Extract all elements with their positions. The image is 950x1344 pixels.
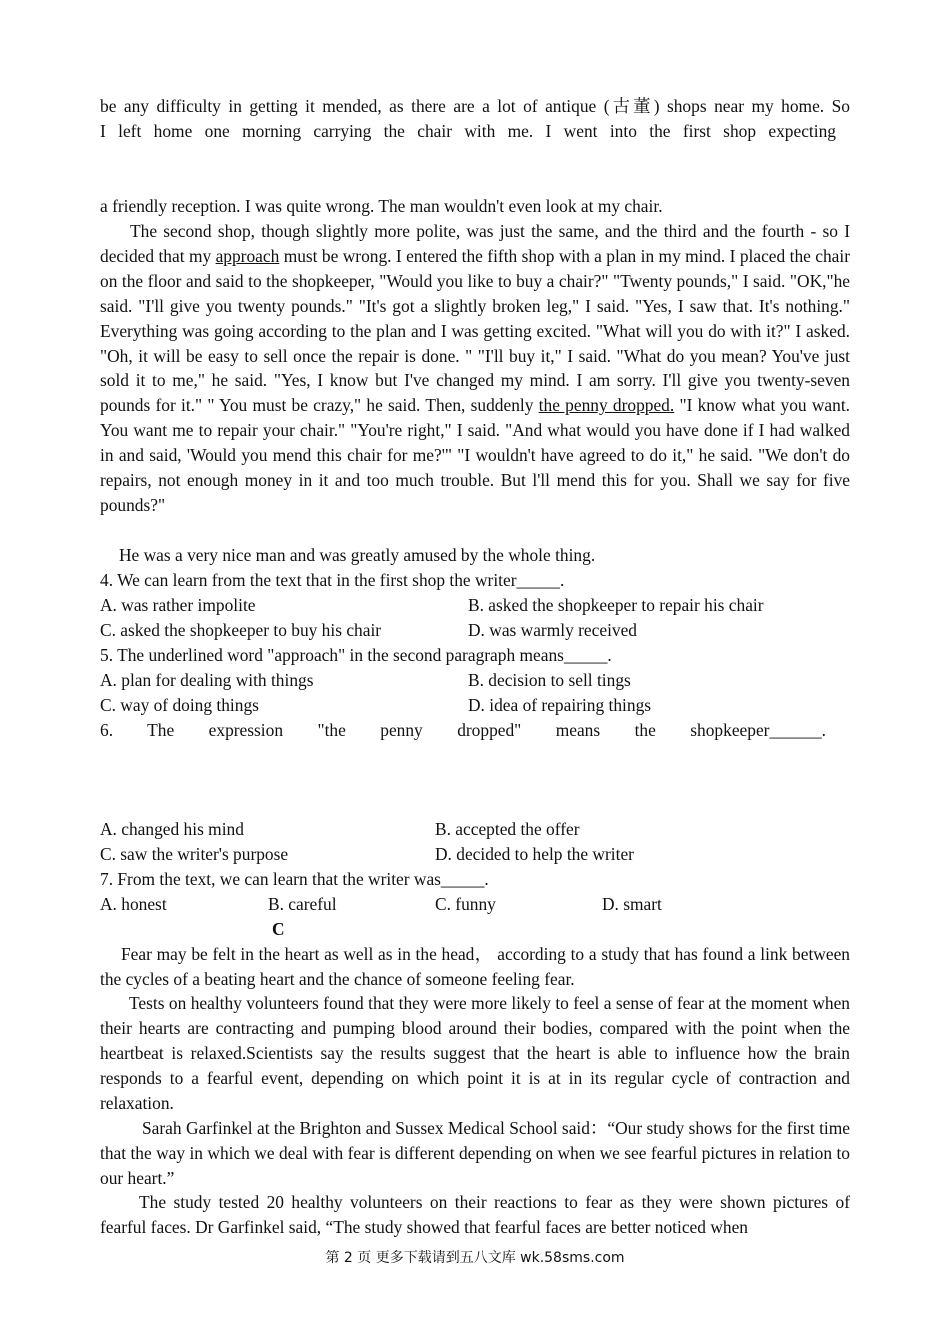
- q6-option-d: D. decided to help the writer: [435, 844, 634, 864]
- q4-option-b: B. asked the shopkeeper to repair his chair: [468, 595, 764, 615]
- q7-option-a: A. honest: [100, 894, 167, 914]
- page-footer: 第 2 页 更多下载请到五八文库 wk.58sms.com: [325, 1250, 625, 1266]
- q5-option-a: A. plan for dealing with things: [100, 670, 314, 690]
- question-7-stem: 7. From the text, we can learn that the writer was_____.: [100, 869, 489, 889]
- q4-option-a: A. was rather impolite: [100, 595, 256, 615]
- p2-text-middle: must be wrong. I entered the fifth shop with a plan in my mind. I placed the chair on the floor and said to the shopkeeper, "Would you like to buy a chair?" "Twenty pounds," I said. "OK,"he said. "I'll give you twenty pounds." "It's got a slightly broken leg," I said. "Yes, I saw that. It's nothing." Everything was going according to the plan and I was getting excited. "What will you do with it?" I asked. "Oh, it will be easy to sell once the repair is done. " "I'll buy it," I said. "What do you mean? You've just sold it to me," he said. "Yes, I know but I've changed my mind. I am sorry. I'll give you twenty-seven pounds for it." " You must be crazy," he said. Then, suddenly: [100, 245, 851, 416]
- q7-option-c: C. funny: [435, 894, 496, 914]
- p2-text-before: The second shop, though slightly more polite, was just the same, and the third and the fourth - so I decided that my: [100, 221, 850, 266]
- q7-option-d: D. smart: [602, 894, 662, 914]
- q6-option-a: A. changed his mind: [100, 819, 244, 839]
- passage-b-resume-line: a friendly reception. I was quite wrong. The man wouldn't even look at my chair.: [100, 196, 663, 216]
- passage-b-paragraph-2: [100, 219, 850, 518]
- passage-c-heading: C: [272, 919, 285, 939]
- q5-option-d: D. idea of repairing things: [468, 695, 652, 715]
- passage-b-line-1: be any difficulty in getting it mended, as there are a lot of antique (古董) shops near my home. So: [100, 96, 850, 116]
- passage-c-paragraph-2: Tests on healthy volunteers found that they were more likely to feel a sense of fear at the moment when their hearts are contracting and pumping blood around their bodies, compared with the point when the heartbeat is relaxed.Scientists say the results suggest that the heart is able to influence how the brain responds to a fearful event, depending on which point it is at in its regular cycle of contraction and relaxation.: [100, 993, 850, 1113]
- q4-option-c: C. asked the shopkeeper to buy his chair: [100, 620, 382, 640]
- q6-option-c: C. saw the writer's purpose: [100, 844, 289, 864]
- q7-option-b: B. careful: [268, 894, 337, 914]
- q5-option-b: B. decision to sell tings: [468, 670, 631, 690]
- q4-option-d: D. was warmly received: [468, 620, 638, 640]
- underlined-word-approach: approach: [215, 245, 280, 266]
- underlined-phrase-penny-dropped: the penny dropped.: [538, 395, 675, 416]
- passage-c-paragraph-1: Fear may be felt in the heart as well as in the head， according to a study that has found a link between the cycles of a beating heart and the chance of someone feeling fear.: [100, 944, 850, 989]
- q6-option-b: B. accepted the offer: [435, 819, 580, 839]
- p2-text-after: "I know what you want. You want me to repair your chair." "You're right," I said. "And what would you have done if I had walked in and said, 'Would you mend this chair for me?'" "I wouldn't have agreed to do it," he said. "We don't do repairs, not enough money in it and too much trouble. But l'll mend this for you. Shall we say for five pounds?": [100, 395, 850, 515]
- passage-b-paragraph-3: He was a very nice man and was greatly amused by the whole thing.: [119, 545, 596, 565]
- question-6-stem: 6. The expression "the penny dropped" means the shopkeeper______.: [100, 720, 826, 740]
- passage-b-line-2: I left home one morning carrying the chair with me. I went into the first shop expecting: [100, 121, 836, 141]
- q5-option-c: C. way of doing things: [100, 695, 259, 715]
- passage-c-paragraph-3: Sarah Garfinkel at the Brighton and Sussex Medical School said：“Our study shows for the first time that the way in which we deal with fear is different depending on when we see fearful pictures in relation to our heart.”: [100, 1118, 850, 1188]
- question-5-stem: 5. The underlined word "approach" in the second paragraph means_____.: [100, 645, 612, 665]
- passage-c-paragraph-4: The study tested 20 healthy volunteers on their reactions to fear as they were shown pictures of fearful faces. Dr Garfinkel said, “The study showed that fearful faces are better noticed when: [100, 1192, 850, 1237]
- question-4-stem: 4. We can learn from the text that in the first shop the writer_____.: [100, 570, 565, 590]
